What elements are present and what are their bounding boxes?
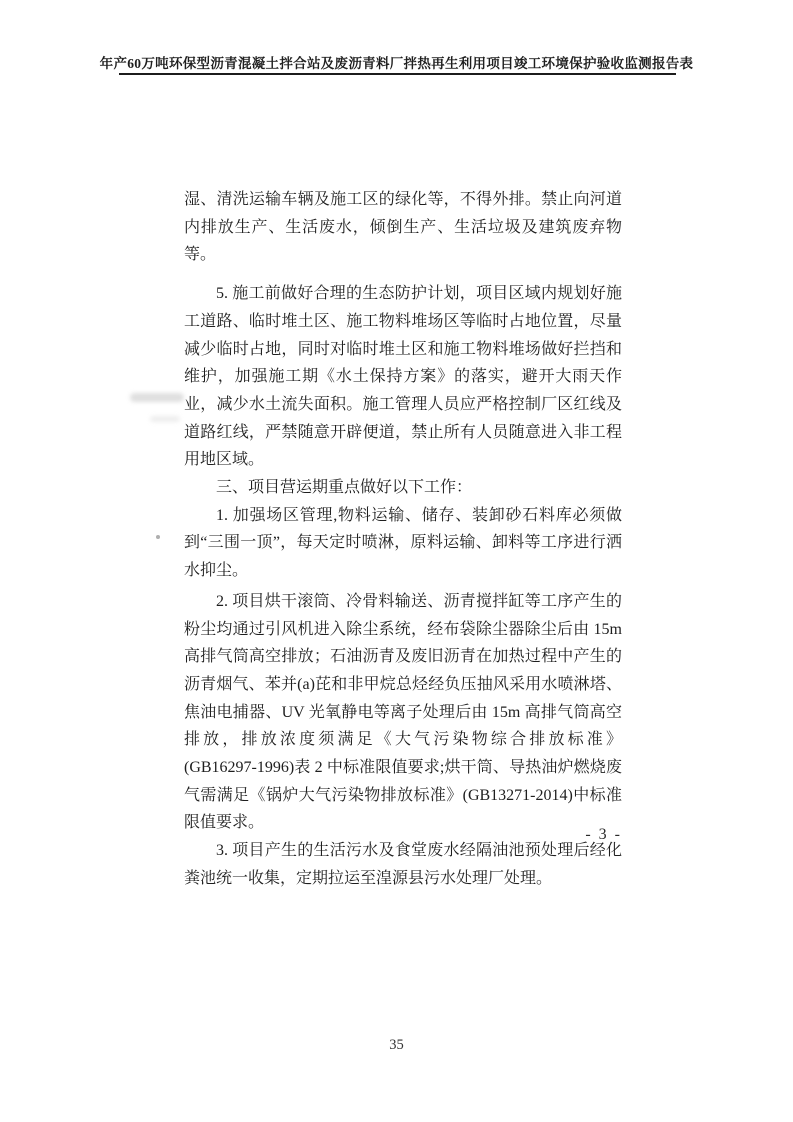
document-body: [184, 186, 622, 893]
paragraph: 三、项目营运期重点做好以下工作：: [216, 479, 473, 497]
paragraph: 1. 加强场区管理,物料运输、储存、装卸砂石料库必须做到“三围一顶”，每天定时喷淋，原料运输、卸料等工序进行洒水抑尘。: [184, 506, 622, 580]
page-number: 35: [389, 1037, 404, 1053]
header-underline: [119, 73, 676, 75]
page-header: [0, 52, 793, 73]
paragraph: 5. 施工前做好合理的生态防护计划，项目区域内规划好施工道路、临时堆土区、施工物料堆场区等临时占地位置，尽量减少临时占地，同时对临时堆土区和施工物料堆场做好拦挡和维护，加强施工期《水土保持方案》的落实，避开大雨天作业，减少水土流失面积。施工管理人员应严格控制厂区红线及道路红线，严禁随意开辟便道，禁止所有人员随意进入非工程用地区域。: [184, 285, 622, 469]
paragraph: 3. 项目产生的生活污水及食堂废水经隔油池预处理后经化粪池统一收集，定期拉运至湟源县污水处理厂处理。: [184, 842, 622, 887]
scan-smudge: [150, 416, 180, 422]
page-marker: - 3 -: [585, 826, 622, 843]
paragraph: 2. 项目烘干滚筒、冷骨料输送、沥青搅拌缸等工序产生的粉尘均通过引风机进入除尘系统，经布袋除尘器除尘后由 15m 高排气筒高空排放；石油沥青及废旧沥青在加热过程中产生的沥青烟气、苯并(a)芘和非甲烷总烃经负压抽风采用水喷淋塔、焦油电捕器、UV 光氧静电等离子处理后由 15m 高排气筒高空排放，排放浓度须满足《大气污染物综合排放标准》(GB16297-1996)表 2 中标准限值要求;烘干筒、导热油炉燃烧废气需满足《锅炉大气污染物排放标准》(GB13271-2014)中标准限值要求。: [184, 592, 622, 832]
header-title: 年产60万吨环保型沥青混凝土拌合站及废沥青料厂拌热再生利用项目竣工环境保护验收监测报告表: [99, 56, 694, 71]
paragraph: 湿、清洗运输车辆及施工区的绿化等，不得外排。禁止向河道内排放生产、生活废水，倾倒生产、生活垃圾及建筑废弃物等。: [184, 191, 622, 264]
scan-dot: [156, 535, 160, 539]
scan-smudge: [130, 393, 184, 402]
